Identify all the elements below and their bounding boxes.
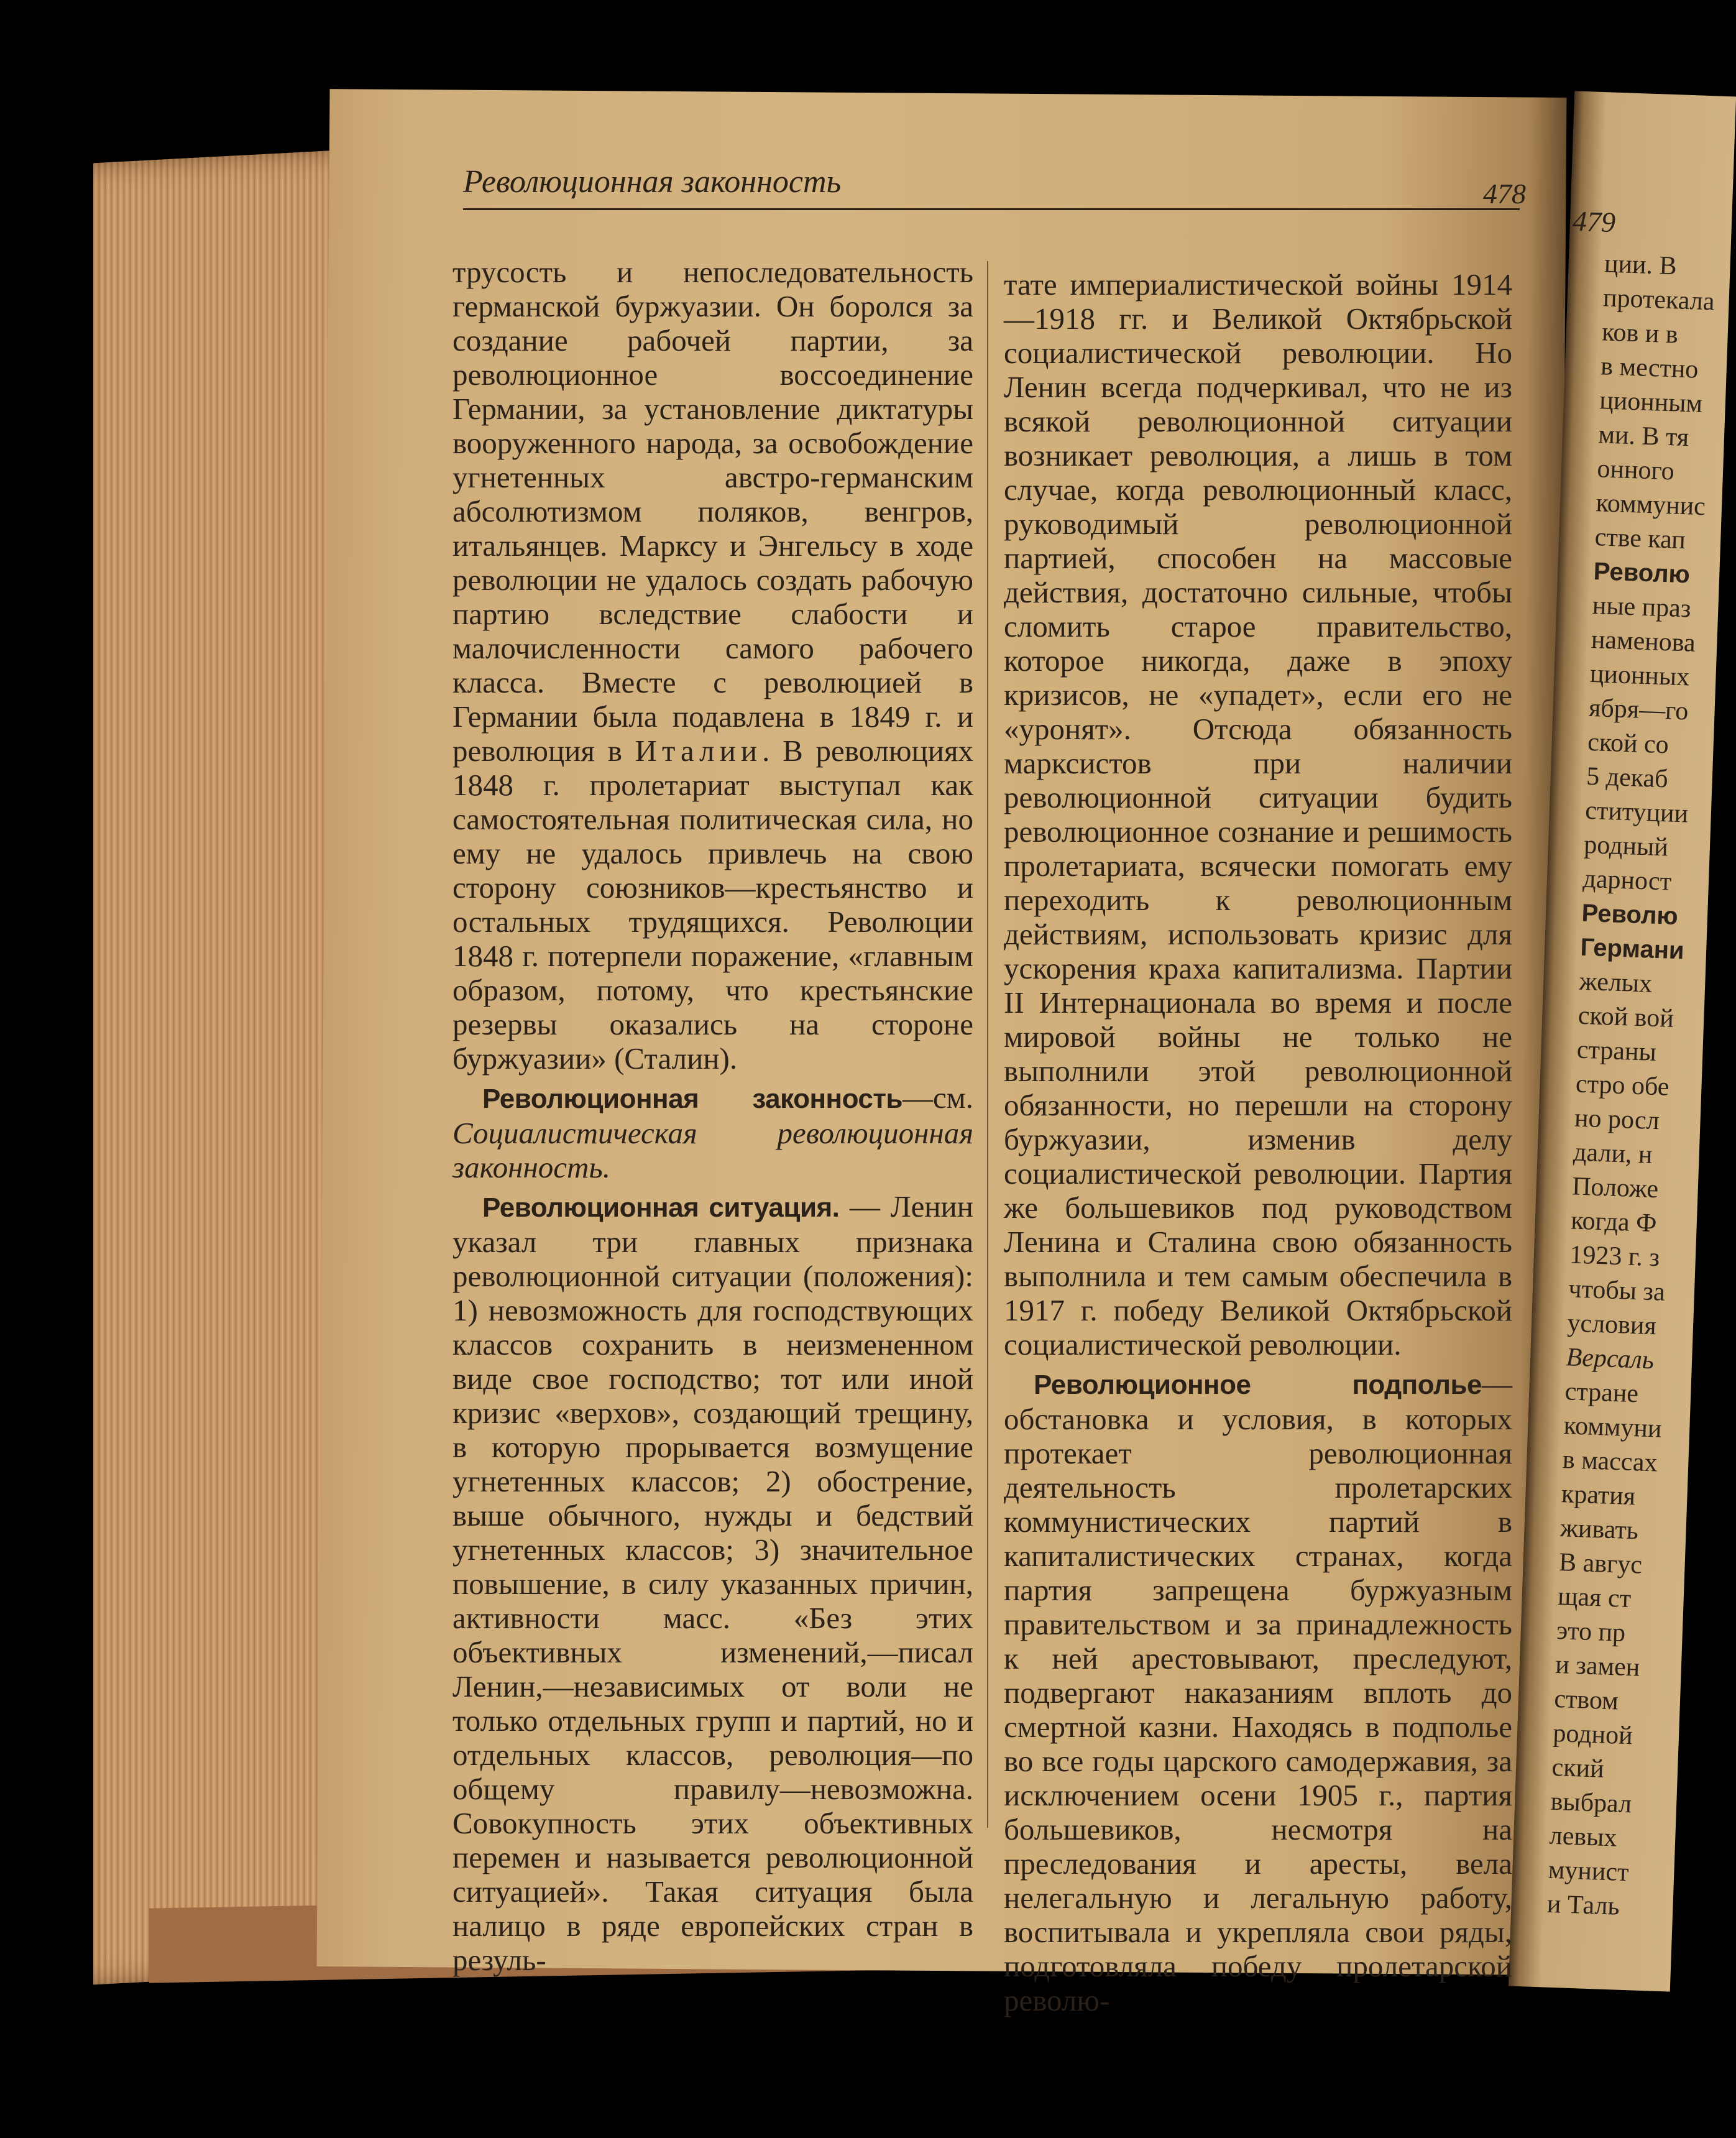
right-page-line: мунист: [1548, 1855, 1630, 1887]
page-header: [463, 159, 1526, 210]
right-page-line: Револю: [1581, 899, 1679, 931]
right-page-line: это пр: [1556, 1616, 1626, 1647]
entry-term: Революционная законность: [482, 1084, 902, 1114]
column-2: [1004, 267, 1512, 2017]
right-page-line: 5 декаб: [1586, 762, 1669, 794]
right-page-line: живать: [1559, 1514, 1639, 1546]
right-page-line: ской со: [1587, 727, 1669, 760]
right-page-line: ми. В тя: [1597, 420, 1689, 453]
right-page-line: ской вой: [1578, 1001, 1674, 1033]
right-page-line: дали, н: [1573, 1138, 1653, 1169]
right-page-line: Положе: [1571, 1172, 1659, 1204]
entry-revolutionary-underground: [1004, 1366, 1512, 2017]
entry-text: —см.: [902, 1081, 973, 1115]
paragraph-continuation: [452, 255, 973, 1076]
entry-revolutionary-legality: [452, 1081, 973, 1184]
right-page-line: Револю: [1593, 558, 1691, 589]
right-page-line: 1923 г. з: [1569, 1240, 1660, 1273]
right-page-line: Версаль: [1565, 1343, 1655, 1375]
entry-text: — Ленин указал три главных признака революционной ситуации (положения): 1) невозможность для господствующих классов сохранить в неизмененном виде свое господство; тот или иной кризис «верхов», создающий трещину, в которую прорывается возмущение угнетенных классов; 2) обострение, выше обычного, нужды и бедствий угнетенных классов; 3) значительное повышение, в силу указанных причин, активности масс. «Без этих объективных изменений,—писал Ленин,—независимых от воли не только отдельных групп и партий, но и отдельных классов, революция—по общему правилу—невозможна. Совокупность этих объективных перемен и называется революционной ситуацией». Такая ситуация была налицо в ряде европейских стран в резуль-: [452, 1189, 973, 1977]
entry-text: —обстановка и условия, в которых протекает революционная деятельность пролетарских коммунистических партий в капиталистических странах, когда партия запрещена буржуазным правительством и за принадлежность к ней арестовывают, преследуют, подвергают наказаниям вплоть до смертной казни. Находясь в подполье во все годы царского самодержавия, за исключением осени 1905 г., партия большевиков, несмотря на преследования и аресты, вела нелегальную и легальную работу, воспитывала и укрепляла свои ряды, подготовляла победу пролетарской револю-: [1004, 1366, 1512, 2017]
spaced-word: Италии: [635, 734, 763, 768]
right-page-line: стро обе: [1575, 1069, 1670, 1102]
right-page-line: условия: [1566, 1309, 1657, 1341]
right-page-line: Германи: [1579, 933, 1685, 965]
entry-term: Революционная ситуация.: [482, 1192, 840, 1223]
text-run: трусость и непоследовательность германской буржуазии. Он боролся за создание рабочей партии, за революционное воссоединение Германии, за установление диктатуры вооруженного народа, за освобождение угнетенных австро-германским абсолютизмом поляков, венгров, итальянцев. Марксу и Энгельсу в ходе революции не удалось создать рабочую партию вследствие слабости и малочисленности самого рабочего класса. Вместе с революцией в Германии была подавлена в 1849 г. и революция в: [452, 255, 973, 768]
page-number-right: 479: [1572, 205, 1616, 239]
running-head: Революционная законность: [463, 164, 842, 200]
entry-reference: Социалистическая революционная законность.: [452, 1116, 973, 1184]
text-run: . В революциях 1848 г. пролетариат выступал как самостоятельная политическая сила, но ему не удалось привлечь на свою сторону союзников—крестьянство и остальных трудящихся. Революции 1848 г. потерпели поражение, «главным образом, потому, что крестьянские резервы оказались на стороне буржуазии» (Сталин).: [452, 734, 973, 1076]
right-page-line: ский: [1551, 1753, 1605, 1784]
right-page-line: дарност: [1582, 864, 1672, 896]
column-divider: [987, 261, 988, 1828]
right-page-line: коммуни: [1563, 1411, 1663, 1444]
right-page-line: ституции: [1584, 796, 1689, 829]
right-page-line: коммунис: [1595, 489, 1706, 522]
right-page-line: в местно: [1600, 352, 1699, 384]
right-page-line: когда Ф: [1570, 1206, 1658, 1238]
right-page-line: желых: [1579, 967, 1653, 998]
right-page-line: стве кап: [1594, 523, 1686, 555]
entry-revolutionary-situation: [452, 1189, 973, 1977]
right-page-line: левых: [1549, 1821, 1618, 1853]
right-page-line: В авгус: [1558, 1548, 1643, 1580]
right-page-line: родной: [1552, 1718, 1633, 1751]
right-page-line: выбрал: [1550, 1787, 1632, 1819]
right-page-line: ции. В: [1604, 249, 1678, 281]
right-page-line: но росл: [1574, 1104, 1660, 1136]
right-page-line: ством: [1553, 1684, 1619, 1716]
right-page-line: и Таль: [1546, 1889, 1620, 1921]
right-page-line: стране: [1564, 1377, 1639, 1409]
right-page-line: онного: [1596, 454, 1675, 486]
right-page-line: ционных: [1589, 659, 1690, 692]
right-page-line: протекала: [1602, 283, 1715, 316]
right-page-line: ционным: [1599, 386, 1703, 418]
right-page-line: кратия: [1561, 1480, 1636, 1511]
column-1: [452, 255, 973, 1977]
entry-term: Революционное подполье: [1034, 1370, 1482, 1400]
right-page-line: щая ст: [1557, 1582, 1632, 1614]
right-page-line: в массах: [1562, 1445, 1658, 1478]
right-page-line: ков и в: [1601, 318, 1679, 349]
right-page-line: родный: [1583, 830, 1669, 862]
right-page-line: наменова: [1591, 625, 1696, 658]
right-page-line: страны: [1576, 1035, 1657, 1067]
paragraph-continuation: тате империалистической войны 1914—1918 гг. и Великой Октябрьской социалистической революции. Но Ленин всегда подчеркивал, что не из всякой революционной ситуации возникает революция, а лишь в том случае, когда революционный класс, руководимый революционной партией, способен на массовые действия, достаточно сильные, чтобы сломить старое правительство, которое никогда, даже в эпоху кризисов, не «упадет», если его не «уронят». Отсюда обязанность марксистов при наличии революционной ситуации будить революционное сознание и решимость пролетариата, всячески помогать ему переходить к революционным действиям, использовать кризис для ускорения краха капитализма. Партии II Интернационала во время и после мировой войны не только не выполнили этой революционной обязанности, но перешли на сторону буржуазии, изменив делу социалистической революции. Партия же большевиков под руководством Ленина и Сталина свою обязанность выполнила и тем самым обеспечила в 1917 г. победу Великой Октябрьской социалистической революции.: [1004, 267, 1512, 1362]
right-page-line: чтобы за: [1568, 1274, 1666, 1307]
page-number-left: 478: [1483, 178, 1526, 210]
right-page-line: и замен: [1555, 1650, 1641, 1682]
right-page-line: ные праз: [1592, 591, 1692, 624]
right-page-line: ября—го: [1588, 693, 1689, 726]
